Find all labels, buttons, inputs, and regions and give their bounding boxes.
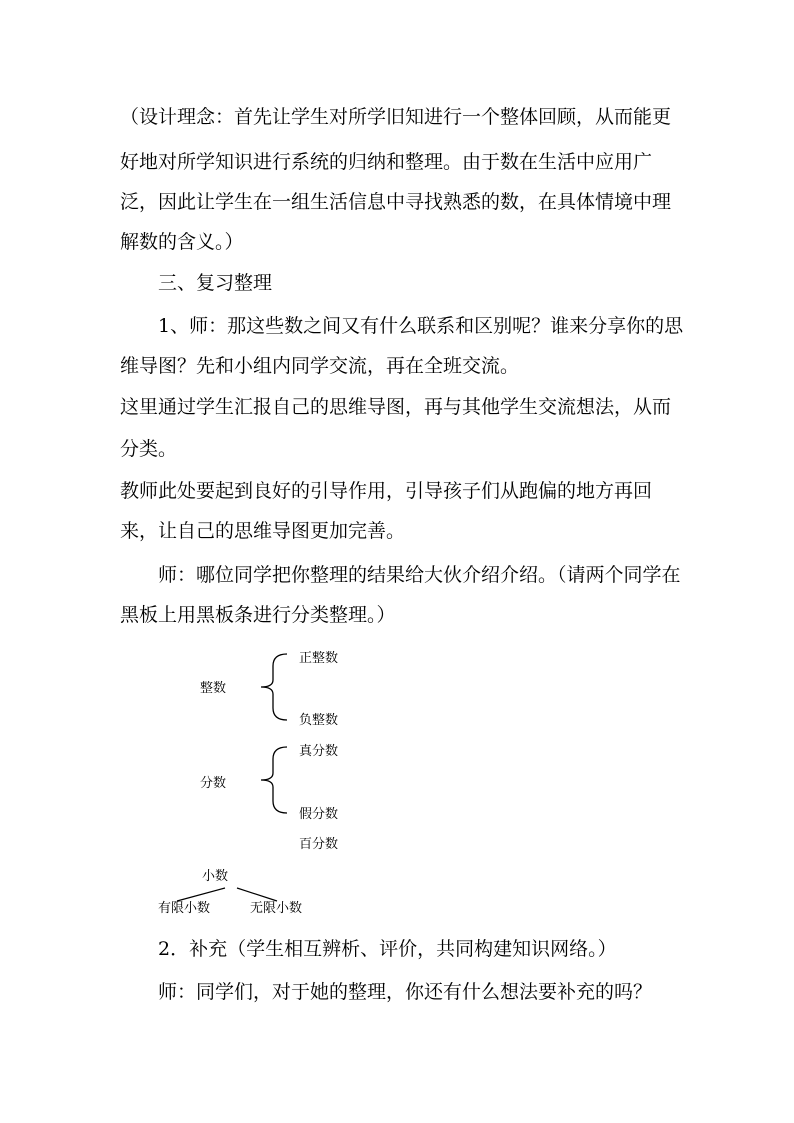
teacher-question-line-2: 维导图？先和小组内同学交流，再在全班交流。: [120, 355, 520, 377]
fractions-brace: [255, 745, 295, 815]
supplement-heading: 2．补充（学生相互辨析、评价，共同构建知识网络。）: [158, 938, 617, 960]
report-note-line-2: 分类。: [120, 438, 178, 460]
design-concept-line-4: 解数的含义。）: [120, 231, 244, 253]
guidance-note-line-2: 来，让自己的思维导图更加完善。: [120, 520, 406, 542]
label-percentages: 百分数: [299, 837, 339, 852]
integers-brace: [255, 652, 295, 722]
teacher-question-line-1: 1、师：那这些数之间又有什么联系和区别呢？谁来分享你的思: [158, 315, 684, 337]
label-infinite-decimals: 无限小数: [250, 901, 303, 916]
design-concept-line-3: 泛，因此让学生在一组生活信息中寻找熟悉的数，在具体情境中理: [120, 191, 672, 213]
label-integers: 整数: [200, 681, 227, 696]
teacher-invite-line-1: 师：哪位同学把你整理的结果给大伙介绍介绍。（请两个同学在: [158, 564, 681, 586]
label-finite-decimals: 有限小数: [158, 901, 211, 916]
label-improper-fractions: 假分数: [299, 807, 339, 822]
label-decimals: 小数: [202, 869, 229, 884]
label-fractions: 分数: [200, 776, 227, 791]
design-concept-line-1: （设计理念：首先让学生对所学旧知进行一个整体回顾，从而能更: [120, 106, 672, 128]
label-negative-integers: 负整数: [299, 713, 339, 728]
teacher-invite-line-2: 黑板上用黑板条进行分类整理。）: [120, 604, 396, 626]
teacher-followup-question: 师：同学们，对于她的整理，你还有什么想法要补充的吗？: [158, 981, 653, 1003]
label-proper-fractions: 真分数: [299, 744, 339, 759]
section-heading: 三、复习整理: [158, 272, 273, 294]
report-note-line-1: 这里通过学生汇报自己的思维导图，再与其他学生交流想法，从而: [120, 396, 672, 418]
label-positive-integers: 正整数: [299, 651, 339, 666]
design-concept-line-2: 好地对所学知识进行系统的归纳和整理。由于数在生活中应用广: [120, 151, 653, 173]
guidance-note-line-1: 教师此处要起到良好的引导作用，引导孩子们从跑偏的地方再回: [120, 480, 653, 502]
